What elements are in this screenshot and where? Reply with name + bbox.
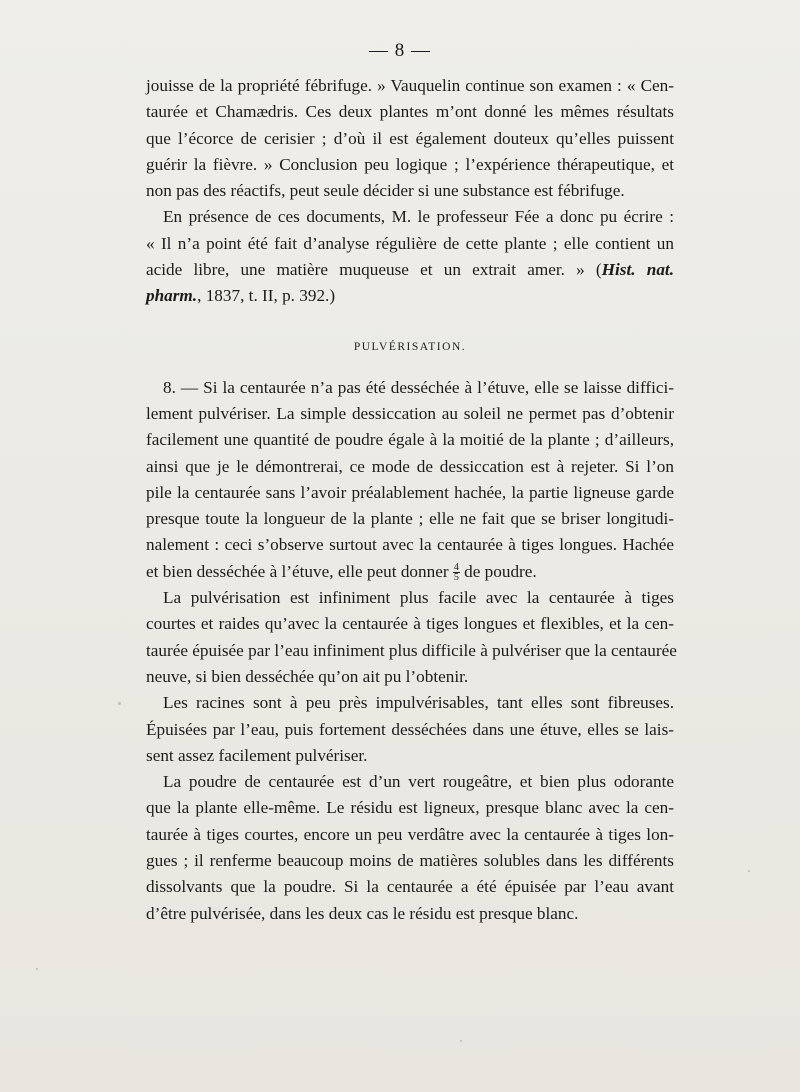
paragraph-5 [146, 690, 674, 769]
text-segment: de poudre. [464, 561, 537, 581]
paper-speck [118, 702, 121, 705]
body-text [146, 73, 677, 927]
text-line: « Il n’a point été fait d’analyse régulière de cette plante ; elle contient un [146, 233, 674, 253]
text-line [146, 257, 674, 283]
text-line: facilement une quantité de poudre égale à la moitié de la plante ; d’ailleurs, [146, 430, 674, 450]
text-segment: acide libre, une matière muqueuse et un extrait amer. » ( [146, 260, 602, 280]
text-line: que l’écorce de cerisier ; d’où il est également douteux qu’elles puissent [146, 128, 674, 148]
text-line: taurée et Chamædris. Ces deux plantes m’ont donné les mêmes résultats [146, 102, 674, 122]
text-line: non pas des réactifs, peut seule décider si une substance est fébrifuge. [146, 181, 625, 201]
text-line: 8. — Si la centaurée n’a pas été desséchée à l’étuve, elle se laisse diffici- [163, 377, 674, 397]
text-line: taurée épuisée par l’eau infiniment plus difficile à pulvériser que la centaurée [146, 640, 677, 660]
text-line: Épuisées par l’eau, puis fortement desséchées dans une étuve, elles se lais- [146, 719, 674, 739]
text-line: guérir la fièvre. » Conclusion peu logique ; l’expérience thérapeutique, et [146, 154, 674, 174]
text-line: La pulvérisation est infiniment plus facile avec la centaurée à tiges [163, 588, 674, 608]
paper-speck [36, 968, 38, 970]
text-line: neuve, si bien desséchée qu’on ait pu l’obtenir. [146, 666, 469, 686]
text-line [146, 283, 674, 309]
text-line: Les racines sont à peu près impulvérisables, tant elles sont fibreuses. [163, 693, 674, 713]
paragraph-4 [146, 585, 677, 690]
citation-title: Hist. nat. [601, 260, 674, 280]
fraction-numerator: 4 [453, 561, 459, 573]
text-line: dissolvants que la poudre. Si la centaurée a été épuisée par l’eau avant [146, 877, 674, 897]
text-line: d’être pulvérisée, dans les deux cas le résidu est presque blanc. [146, 903, 579, 923]
text-line: ainsi que je le démontrerai, ce mode de dessiccation est à rejeter. Si l’on [146, 456, 674, 476]
text-line: nalement : ceci s’observe surtout avec la centaurée à tiges longues. Hachée [146, 535, 674, 555]
citation-title-cont: pharm. [146, 286, 198, 306]
text-line: gues ; il renferme beaucoup moins de matières solubles dans les différents [146, 851, 674, 871]
citation-details: , 1837, t. II, p. 392.) [197, 286, 336, 306]
text-line: courtes et raides qu’avec la centaurée à tiges longues et flexibles, et la cen- [146, 614, 674, 634]
text-line [146, 559, 674, 585]
text-line: En présence de ces documents, M. le professeur Fée a donc pu écrire : [163, 207, 674, 227]
text-line: lement pulvériser. La simple dessiccation au soleil ne permet pas d’obtenir [146, 403, 674, 423]
paragraph-6 [146, 769, 674, 927]
paragraph-3 [146, 375, 674, 585]
text-line: jouisse de la propriété fébrifuge. » Vauquelin continue son examen : « Cen- [146, 76, 674, 95]
fraction [453, 563, 460, 582]
fraction-denominator: 5 [453, 571, 459, 583]
text-segment: et bien desséchée à l’étuve, elle peut donner [146, 561, 449, 581]
text-line: que la plante elle-même. Le résidu est ligneux, presque blanc avec la cen- [146, 798, 674, 818]
paper-speck [748, 870, 750, 872]
text-line: sent assez facilement pulvériser. [146, 745, 368, 765]
text-line: pile la centaurée sans l’avoir préalablement hachée, la partie ligneuse garde [146, 482, 674, 502]
page-number: — 8 — [369, 40, 431, 61]
text-line: La poudre de centaurée est d’un vert rougeâtre, et bien plus odorante [163, 772, 674, 792]
section-heading: PULVÉRISATION. [353, 340, 467, 353]
paragraph-2 [146, 204, 674, 309]
paper-speck [460, 1040, 462, 1042]
paragraph-1 [146, 73, 674, 204]
text-line: presque toute la longueur de la plante ; elle ne fait que se briser longitudi- [146, 509, 674, 529]
text-line: taurée à tiges courtes, encore un peu verdâtre avec la centaurée à tiges lon- [146, 824, 674, 844]
